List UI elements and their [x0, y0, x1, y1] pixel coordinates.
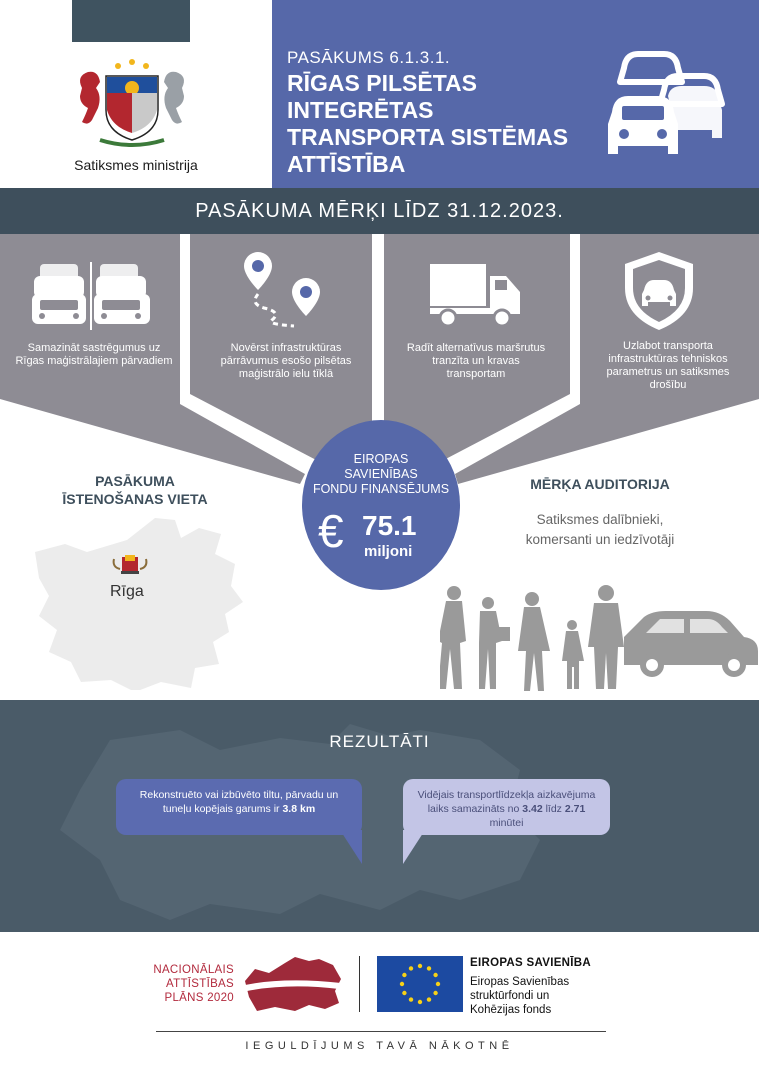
- result-bubble-delay: [403, 779, 610, 835]
- euro-icon: €: [318, 505, 344, 557]
- footer-divider: [359, 956, 360, 1012]
- goal-text-1: Samazināt sastrēgumus uz Rīgas maģistrālajiem pārvadiem: [15, 342, 173, 367]
- result-value: 3.8 km: [282, 803, 316, 815]
- nap-logo-line: ATTĪSTĪBAS: [166, 978, 234, 990]
- measure-title-line: TRANSPORTA SISTĒMAS: [287, 124, 569, 150]
- header-tab-decoration: [72, 0, 190, 42]
- measure-title: [287, 70, 597, 178]
- place-title-line: PASĀKUMA: [95, 473, 175, 489]
- ministry-name: Satiksmes ministrija: [74, 157, 198, 173]
- eu-funds-line: struktūrfondi un: [470, 990, 550, 1002]
- audience-text-line: komersanti un iedzīvotāji: [525, 532, 675, 547]
- goals-title: PASĀKUMA MĒRĶI LĪDZ 31.12.2023.: [195, 200, 564, 222]
- funding-label-line: FONDU FINANSĒJUMS: [312, 482, 450, 496]
- slogan: IEGULDĪJUMS TAVĀ NĀKOTNĒ: [245, 1040, 514, 1052]
- place-title-line: ĪSTENOŠANAS VIETA: [62, 491, 208, 507]
- goal-text-2: Novērst infrastruktūras pārrāvumus esošo pilsētas maģistrālo ielu tīklā: [220, 342, 352, 380]
- route-pin-icon: [240, 250, 324, 330]
- truck-icon: [428, 262, 522, 328]
- riga-map: [25, 490, 265, 690]
- result-text: Vidējais transportlīdzekļa aizkavējuma laiks samazināts no: [417, 789, 596, 815]
- audience-title: MĒRĶA AUDITORIJA: [530, 476, 670, 492]
- footer-line: [156, 1031, 606, 1032]
- people-silhouettes-icon: [440, 585, 759, 693]
- nap-logo-line: NACIONĀLAIS: [153, 964, 234, 976]
- bubble-tail: [403, 830, 427, 864]
- latvia-flag-map-icon: [243, 955, 343, 1013]
- goal-text-3: Radīt alternatīvus maršrutus tranzīta un kravas transportam: [406, 342, 546, 380]
- measure-title-line: ATTĪSTĪBA: [287, 151, 406, 177]
- funding-label-line: EIROPAS: [353, 452, 409, 466]
- audience-text: [480, 510, 720, 550]
- nap-logo-line: PLĀNS 2020: [164, 992, 234, 1004]
- result-value-to: 2.71: [564, 803, 586, 815]
- cars-icon: [606, 46, 726, 164]
- bubble-tail: [340, 830, 364, 864]
- result-value-from: 3.42: [522, 803, 543, 815]
- funding-unit: miljoni: [364, 543, 413, 560]
- result-text: Rekonstruēto vai izbūvēto tiltu, pārvadu un tuneļu kopējais garums ir: [139, 789, 339, 815]
- eu-funds-text: [470, 975, 610, 1017]
- measure-title-line: RĪGAS PILSĒTAS INTEGRĒTAS: [287, 70, 477, 123]
- eu-funds-line: Kohēzijas fonds: [470, 1004, 552, 1016]
- funding-amount: 75.1: [362, 510, 417, 541]
- goal-text-4: Uzlabot transporta infrastruktūras tehniskos parametrus un satiksmes drošību: [606, 340, 730, 391]
- results-title: REZULTĀTI: [329, 732, 430, 751]
- riga-coat-of-arms-icon: [112, 553, 148, 577]
- funding-label-line: SAVIENĪBAS: [344, 467, 418, 481]
- eu-name: EIROPAS SAVIENĪBA: [470, 957, 591, 969]
- city-label: Rīga: [110, 583, 144, 600]
- eu-flag-icon: [377, 956, 463, 1012]
- result-bubble-length: [116, 779, 362, 835]
- measure-code: PASĀKUMS 6.1.3.1.: [287, 48, 451, 67]
- car-shield-icon: [622, 250, 696, 332]
- result-text: līdz: [542, 803, 565, 815]
- audience-text-line: Satiksmes dalībnieki,: [536, 512, 664, 527]
- result-text: minūtei: [489, 817, 524, 829]
- latvia-coat-of-arms-icon: [72, 58, 192, 148]
- traffic-jam-icon: [30, 262, 154, 330]
- nap-logo-text: [144, 963, 234, 1005]
- funding-label: [302, 452, 460, 497]
- eu-funds-line: Eiropas Savienības: [470, 976, 570, 988]
